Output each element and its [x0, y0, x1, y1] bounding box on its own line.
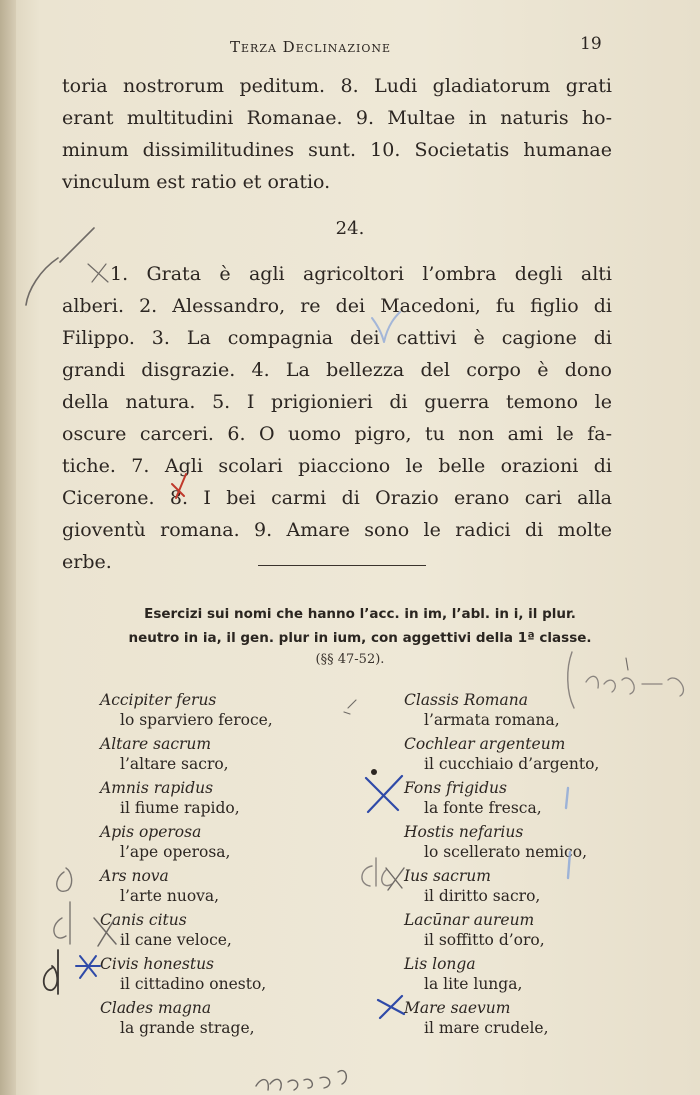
vocab-item: [404, 778, 654, 822]
text-line: vinculum est ratio et oratio.: [62, 171, 331, 193]
text-line: alberi. 2. Alessandro, re dei Macedoni, fu figlio di: [62, 295, 612, 317]
vocab-latin: Cochlear argenteum: [404, 735, 566, 753]
vocab-latin: Civis honestus: [100, 955, 215, 973]
pencil-cross-mark-right: [386, 868, 404, 890]
vocab-latin: Lis longa: [404, 955, 476, 973]
section-heading-line: neutro in ia, il gen. plur in ium, con aggettivi della 1ª classe.: [128, 630, 592, 646]
blue-cross-mark-mare: [378, 996, 404, 1018]
vocab-latin: Clades magna: [100, 999, 212, 1017]
exercise-number: 24.: [335, 218, 365, 239]
vocab-item: [404, 998, 654, 1042]
vocab-italian: l’altare sacro,: [120, 755, 229, 773]
vocab-italian: l’ape operosa,: [120, 843, 231, 861]
vocab-item: [404, 954, 654, 998]
text-line: Cicerone. 8. I bei carmi di Orazio erano cari alla: [62, 487, 612, 509]
vocabulary-right-column: [404, 690, 654, 1042]
pencil-scribble-d: [54, 902, 70, 944]
vocab-item: [100, 822, 370, 866]
vocab-latin: Ars nova: [100, 867, 169, 885]
section-heading-line: Esercizi sui nomi che hanno l’acc. in im, l’abl. in i, il plur.: [144, 606, 576, 622]
vocab-item: [404, 910, 654, 954]
vocab-item: [100, 866, 370, 910]
vocab-italian: lo scellerato nemico,: [424, 843, 587, 861]
text-line: erant multitudini Romanae. 9. Multae in naturis ho-: [62, 107, 612, 129]
vocab-latin: Ius sacrum: [404, 867, 491, 885]
vocab-italian: l’arte nuova,: [120, 887, 220, 905]
vocab-italian: la fonte fresca,: [424, 799, 542, 817]
text-line: minum dissimilitudines sunt. 10. Societatis humanae: [62, 139, 612, 161]
running-title: Terza Declinazione: [230, 38, 392, 56]
text-line: oscure carceri. 6. O uomo pigro, tu non ami le fa-: [62, 423, 612, 445]
vocab-item: [404, 690, 654, 734]
blue-cross-mark: [366, 776, 402, 812]
vocab-italian: il mare crudele,: [424, 1019, 549, 1037]
vocab-latin: Apis operosa: [100, 823, 202, 841]
vocabulary-left-column: [100, 690, 370, 1042]
vocab-item: [404, 822, 654, 866]
text-line: grandi disgrazie. 4. La bellezza del corpo è dono: [62, 359, 612, 381]
exercise-24-text: [62, 258, 612, 578]
vocab-item: [404, 734, 654, 778]
vocab-latin: Fons frigidus: [404, 779, 507, 797]
section-reference: (§§ 47-52).: [315, 652, 385, 667]
pencil-d-mark: [44, 950, 58, 994]
vocab-italian: il cittadino onesto,: [120, 975, 267, 993]
vocab-item: [100, 778, 370, 822]
vocab-item: [100, 998, 370, 1042]
vocab-italian: il diritto sacro,: [424, 887, 541, 905]
exercise-23-tail: [62, 70, 612, 198]
vocab-italian: il cucchiaio d’argento,: [424, 755, 600, 773]
pencil-bottom-word: [256, 1071, 346, 1090]
text-line: toria nostrorum peditum. 8. Ludi gladiatorum grati: [62, 75, 612, 97]
vocab-italian: lo sparviero feroce,: [120, 711, 273, 729]
ink-dot: [371, 769, 377, 775]
vocab-latin: Hostis nefarius: [404, 823, 524, 841]
vocab-latin: Accipiter ferus: [100, 691, 217, 709]
vocab-italian: l’armata romana,: [424, 711, 560, 729]
vocab-latin: Classis Romana: [404, 691, 528, 709]
text-line: tiche. 7. Agli scolari piacciono le belle orazioni di: [62, 455, 612, 477]
vocab-latin: Lacūnar aureum: [404, 911, 535, 929]
text-line: della natura. 5. I prigionieri di guerra temono le: [62, 391, 612, 413]
vocab-latin: Canis citus: [100, 911, 187, 929]
running-head: [0, 34, 700, 62]
vocab-item: [404, 866, 654, 910]
page-number: 19: [580, 34, 602, 54]
vocab-item: [100, 910, 370, 954]
vocab-italian: il cane veloce,: [120, 931, 232, 949]
vocab-item: [100, 690, 370, 734]
vocab-latin: Mare saevum: [404, 999, 511, 1017]
pencil-scribble-a: [57, 868, 72, 891]
vocab-latin: Amnis rapidus: [100, 779, 214, 797]
vocab-item: [100, 734, 370, 778]
section-divider: [258, 565, 426, 566]
vocab-italian: il fiume rapido,: [120, 799, 240, 817]
vocab-latin: Altare sacrum: [100, 735, 212, 753]
page-binding-edge: [0, 0, 16, 1095]
text-line: gioventù romana. 9. Amare sono le radici di molte: [62, 519, 612, 541]
text-line: Filippo. 3. La compagnia dei cattivi è cagione di: [62, 327, 612, 349]
vocab-italian: la grande strage,: [120, 1019, 255, 1037]
blue-asterisk-mark: [76, 956, 100, 978]
vocab-italian: la lite lunga,: [424, 975, 523, 993]
section-heading: [60, 602, 660, 650]
text-line: erbe.: [62, 551, 112, 573]
vocab-italian: il soffitto d’oro,: [424, 931, 545, 949]
text-line: 1. Grata è agli agricoltori l’ombra degli alti: [110, 263, 612, 285]
vocab-item: [100, 954, 370, 998]
